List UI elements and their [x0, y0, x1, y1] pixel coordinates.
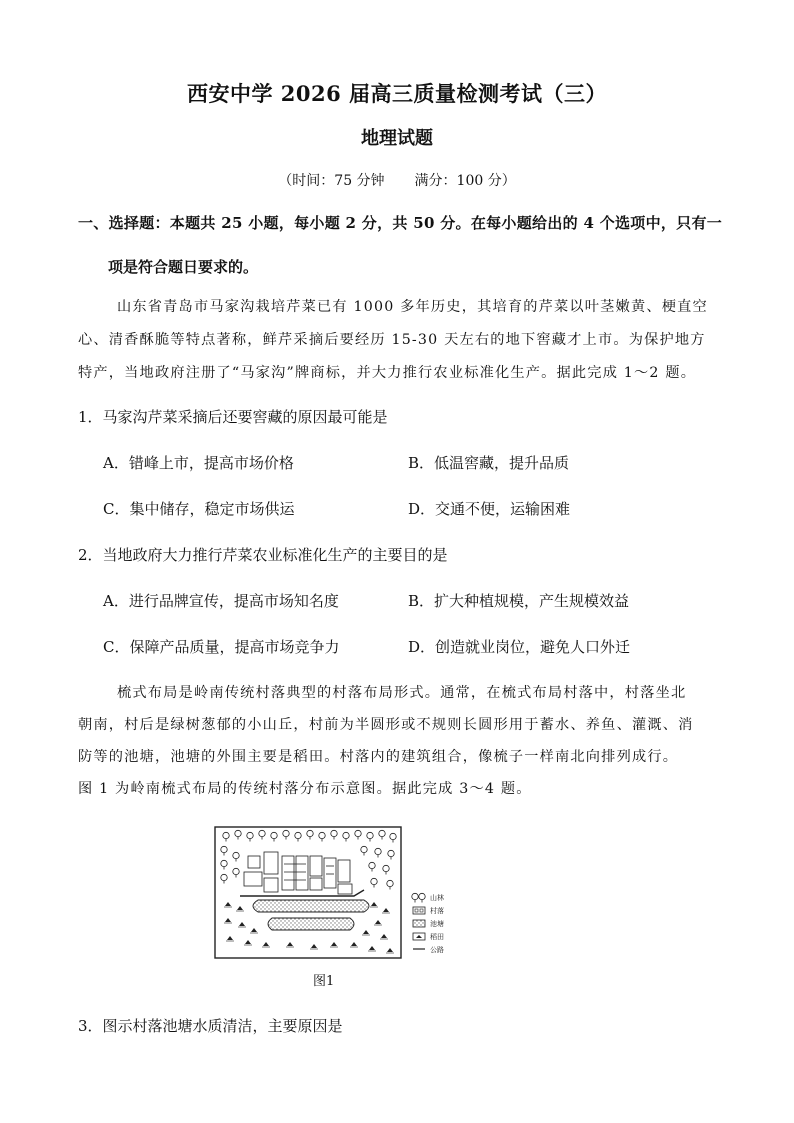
q1-option-b[interactable]: B．低温窖藏，提升品质 — [408, 454, 570, 472]
passage2-line2: 朝南，村后是绿树葱郁的小山丘，村前为半圆形或不规则长圆形用于蓄水、养鱼、灌溉、消 — [78, 717, 694, 733]
exam-time-info — [0, 170, 794, 190]
q1-option-a[interactable]: A．错峰上市，提高市场价格 — [103, 454, 294, 472]
passage2-line1: 梳式布局是岭南传统村落典型的村落布局形式。通常，在梳式布局村落中，村落坐北 — [117, 685, 687, 701]
legend-label-forest: 山林 — [430, 894, 444, 902]
time-limit: （时间：75 分钟 — [278, 173, 385, 189]
passage1-line3: 特产，当地政府注册了“马家沟”牌商标，并大力推行农业标准化生产。据此完成 1～2 题。 — [78, 365, 697, 381]
section-heading-line1: 一、选择题：本题共 25 小题，每小题 2 分，共 50 分。在每小题给出的 4 个选项中，只有一 — [78, 214, 723, 232]
figure-caption: 图1 — [313, 974, 335, 989]
exam-title: 西安中学 2026 届高三质量检测考试（三） — [186, 81, 608, 106]
question-1-stem: 1．马家沟芹菜采摘后还要窖藏的原因最可能是 — [78, 408, 388, 426]
map-frame — [215, 827, 401, 958]
passage1-line1: 山东省青岛市马家沟栽培芹菜已有 1000 多年历史，其培育的芹菜以叶茎嫩黄、梗直空 — [117, 299, 708, 315]
figure-legend — [412, 893, 444, 954]
q1-option-d[interactable]: D．交通不便，运输困难 — [408, 500, 571, 518]
pond-area-2 — [268, 918, 354, 930]
q1-option-c[interactable]: C．集中储存，稳定市场供运 — [103, 500, 295, 518]
subject-title: 地理试题 — [361, 128, 433, 149]
pond-area — [253, 900, 369, 912]
passage1-line2: 心、清香酥脆等特点著称，鲜芹采摘后要经历 15-30 天左右的地下窖藏才上市。为保护地方 — [78, 332, 706, 348]
q2-option-a[interactable]: A．进行品牌宣传，提高市场知名度 — [103, 592, 339, 610]
full-score: 满分：100 分） — [414, 173, 516, 189]
q2-option-c[interactable]: C．保障产品质量，提高市场竞争力 — [103, 638, 340, 656]
legend-label-road: 公路 — [430, 946, 444, 954]
legend-label-paddy: 稻田 — [430, 933, 444, 941]
q2-option-d[interactable]: D．创造就业岗位，避免人口外迁 — [408, 638, 631, 656]
section-heading-line2: 项是符合题日要求的。 — [108, 258, 259, 276]
q2-option-b[interactable]: B．扩大种植规模，产生规模效益 — [408, 592, 630, 610]
legend-label-pond: 池塘 — [430, 920, 444, 928]
question-2-stem: 2．当地政府大力推行芹菜农业标准化生产的主要目的是 — [78, 546, 448, 564]
passage2-line3: 防等的池塘，池塘的外围主要是稻田。村落内的建筑组合，像梳子一样南北向排列成行。 — [78, 749, 679, 765]
village-layout-figure — [214, 826, 464, 960]
legend-label-village: 村落 — [430, 907, 444, 915]
passage2-line4: 图 1 为岭南梳式布局的传统村落分布示意图。据此完成 3～4 题。 — [78, 781, 532, 797]
question-3-stem: 3．图示村落池塘水质清洁，主要原因是 — [78, 1017, 343, 1035]
